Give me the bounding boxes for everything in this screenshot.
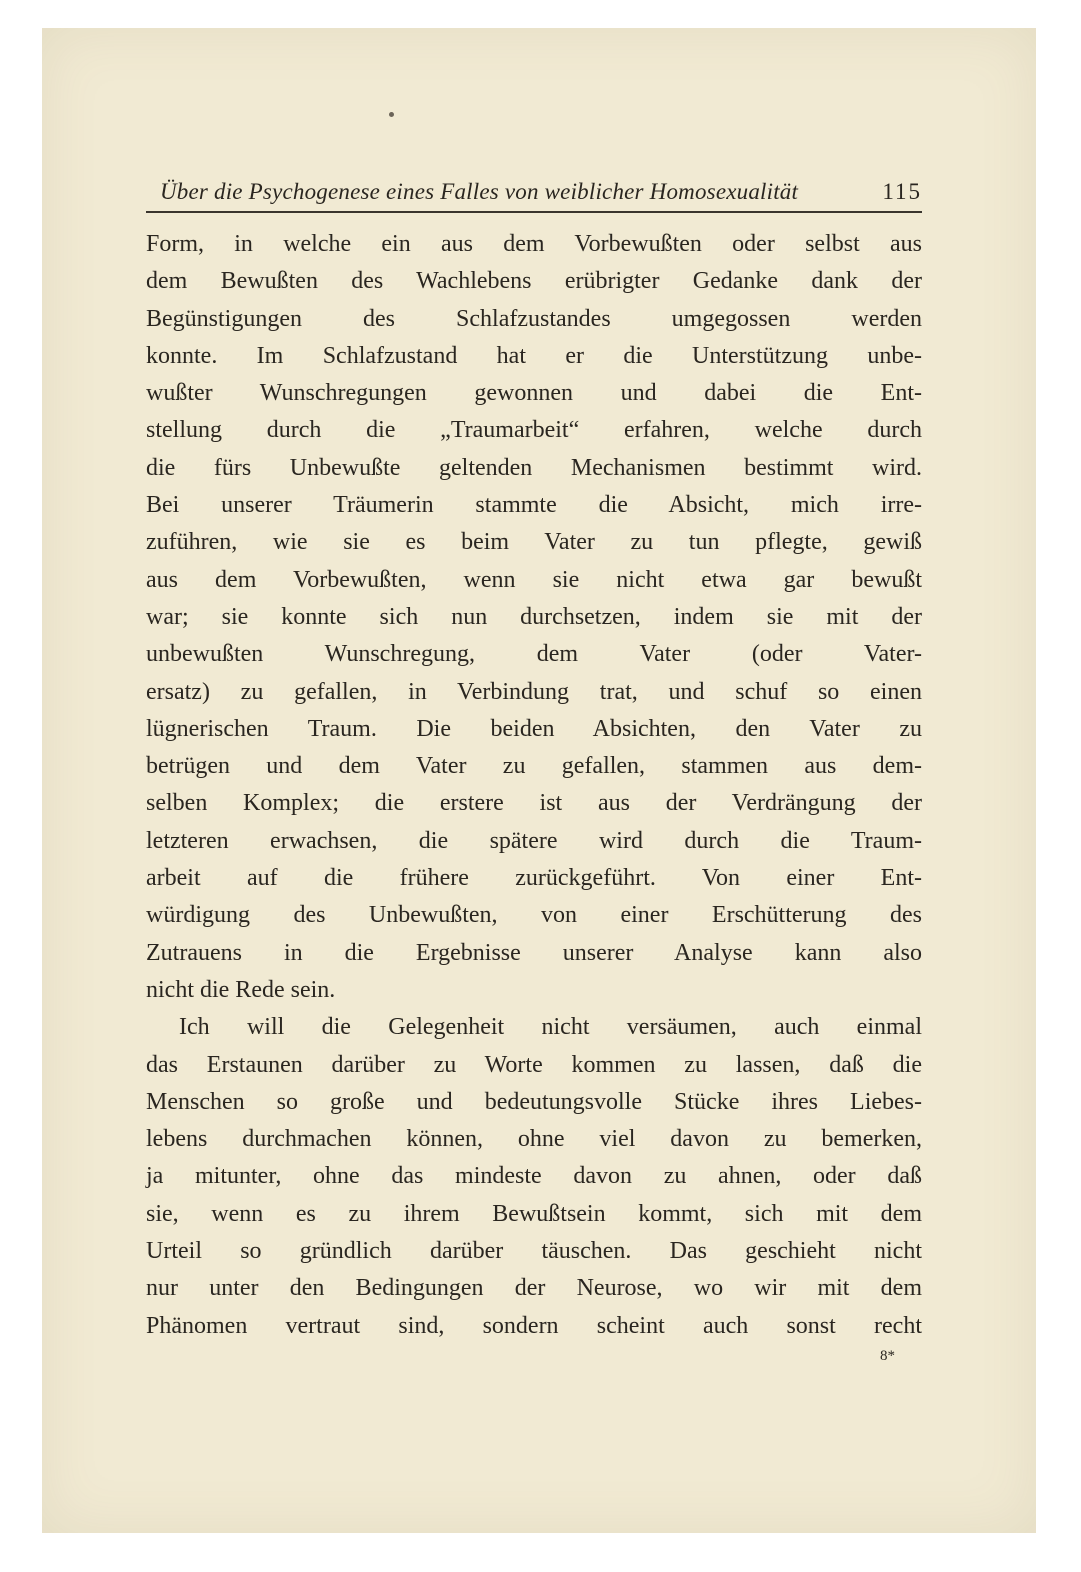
text-line: zuführen, wie sie es beim Vater zu tun pflegte, gewiß: [146, 529, 922, 556]
text-line: wußter Wunschregungen gewonnen und dabei die Ent-: [146, 380, 922, 407]
text-line: Urteil so gründlich darüber täuschen. Das geschieht nicht: [146, 1238, 922, 1265]
page-number: 115: [882, 179, 922, 204]
text-line: sie, wenn es zu ihrem Bewußtsein kommt, sich mit dem: [146, 1200, 922, 1227]
text-line: dem Bewußten des Wachlebens erübrigter Gedanke dank der: [146, 268, 922, 295]
text-line: selben Komplex; die erstere ist aus der Verdrängung der: [146, 790, 922, 817]
running-header: [146, 176, 922, 208]
scanned-page: [42, 28, 1036, 1533]
text-line: war; sie konnte sich nun durchsetzen, indem sie mit der: [146, 603, 922, 630]
paragraph: [146, 1009, 922, 1345]
text-line: das Erstaunen darüber zu Worte kommen zu lassen, daß die: [146, 1051, 922, 1078]
text-line: stellung durch die „Traumarbeit“ erfahren, welche durch: [146, 417, 922, 444]
text-line: die fürs Unbewußte geltenden Mechanismen bestimmt wird.: [146, 454, 922, 481]
text-line: ersatz) zu gefallen, in Verbindung trat, und schuf so einen: [146, 678, 922, 705]
text-line: arbeit auf die frühere zurückgeführt. Von einer Ent-: [146, 865, 922, 892]
text-line: Ich will die Gelegenheit nicht versäumen, auch einmal: [179, 1014, 922, 1041]
signature-mark: 8*: [880, 1348, 895, 1364]
text-line: letzteren erwachsen, die spätere wird durch die Traum-: [146, 827, 922, 854]
paragraph: [146, 226, 922, 1009]
text-line: Begünstigungen des Schlafzustandes umgegossen werden: [146, 305, 922, 332]
text-line: Bei unserer Träumerin stammte die Absicht, mich irre-: [146, 492, 922, 519]
header-rule: [146, 211, 922, 213]
text-line: aus dem Vorbewußten, wenn sie nicht etwa gar bewußt: [146, 566, 922, 593]
text-line: betrügen und dem Vater zu gefallen, stammen aus dem-: [146, 753, 922, 780]
text-line: lügnerischen Traum. Die beiden Absichten, den Vater zu: [146, 715, 922, 742]
text-line: Form, in welche ein aus dem Vorbewußten oder selbst aus: [146, 231, 922, 257]
text-line: nur unter den Bedingungen der Neurose, wo wir mit dem: [146, 1275, 922, 1302]
text-line: konnte. Im Schlafzustand hat er die Unterstützung unbe-: [146, 342, 922, 369]
text-line: lebens durchmachen können, ohne viel davon zu bemerken,: [146, 1126, 922, 1153]
text-line: würdigung des Unbewußten, von einer Erschütterung des: [146, 902, 922, 929]
text-line: Phänomen vertraut sind, sondern scheint auch sonst recht: [146, 1312, 922, 1339]
text-line: nicht die Rede sein.: [146, 976, 336, 1003]
text-line: Zutrauens in die Ergebnisse unserer Analyse kann also: [146, 939, 922, 966]
text-line: unbewußten Wunschregung, dem Vater (oder Vater-: [146, 641, 922, 668]
text-line: Menschen so große und bedeutungsvolle Stücke ihres Liebes-: [146, 1088, 922, 1115]
ink-speck: [389, 112, 394, 117]
text-line: ja mitunter, ohne das mindeste davon zu ahnen, oder daß: [146, 1163, 922, 1190]
running-title: Über die Psychogenese eines Falles von weiblicher Homosexualität: [160, 179, 799, 204]
body-text: [146, 226, 922, 1345]
